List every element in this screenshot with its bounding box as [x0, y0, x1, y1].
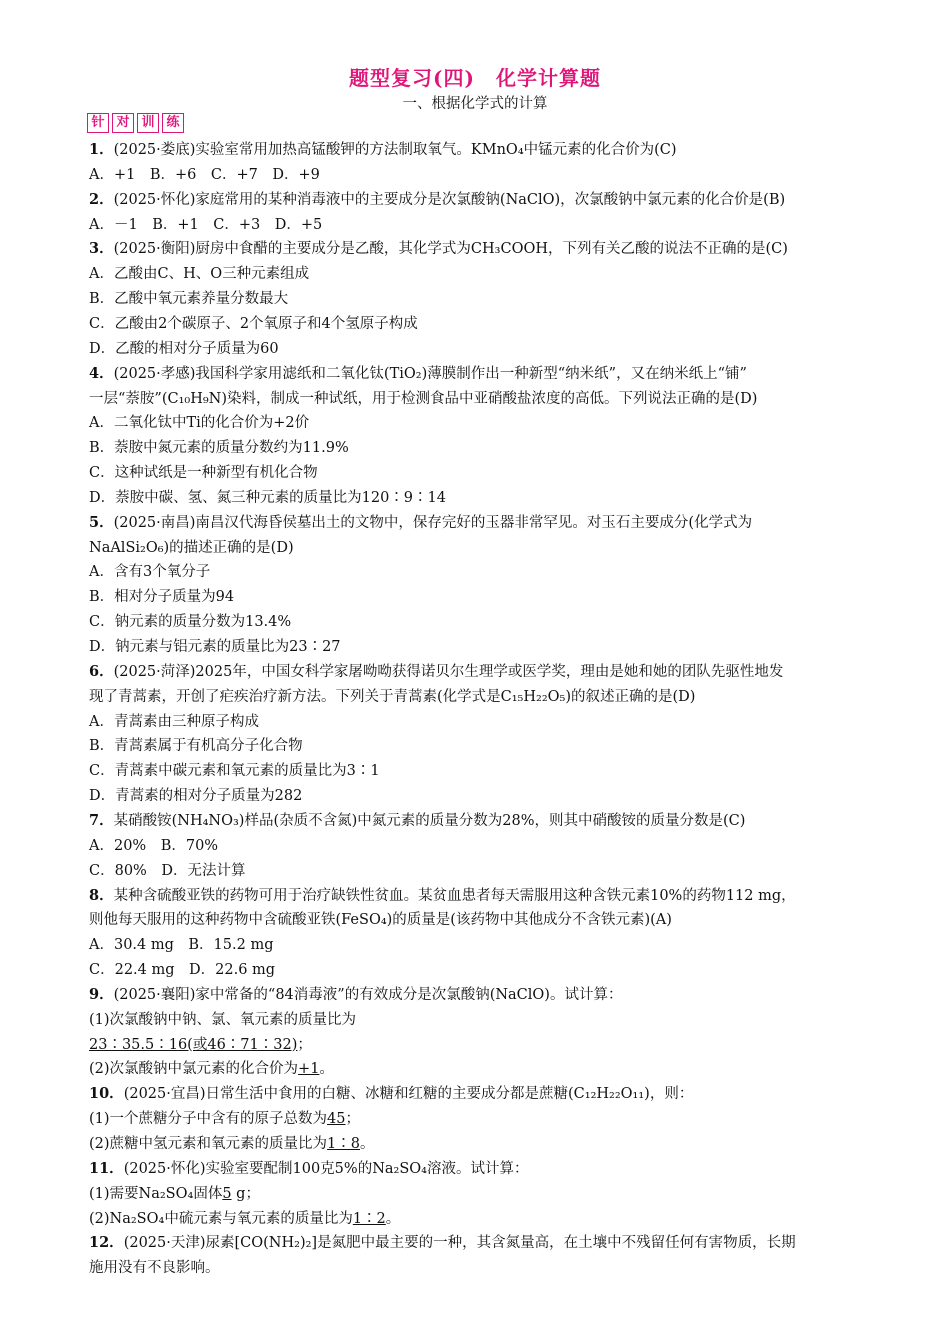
- line-text: B．青蒿素属于有机高分子化合物: [89, 738, 303, 755]
- line-text: A．20% B．70%: [89, 837, 219, 854]
- line-text: (1)次氯酸钠中钠、氯、氧元素的质量比为: [89, 1011, 357, 1028]
- line-text: B．乙酸中氧元素养量分数最大: [89, 291, 289, 308]
- line-text: D．乙酸的相对分子质量为60: [89, 340, 279, 357]
- text-line: [89, 165, 320, 185]
- line-text: (1)需要Na₂SO₄固体: [89, 1185, 223, 1202]
- line-text: (2025·娄底)实验室常用加热高锰酸钾的方法制取氧气。KMnO₄中锰元素的化合价为(C): [113, 142, 677, 158]
- line-suffix: 。: [385, 1210, 401, 1227]
- text-line: [89, 1035, 312, 1055]
- badge-char: 练: [162, 113, 184, 133]
- answer-blank: 45: [327, 1111, 346, 1128]
- line-suffix: 。: [360, 1136, 375, 1152]
- text-line: [89, 339, 279, 359]
- text-line: [89, 562, 210, 582]
- line-suffix: g；: [231, 1185, 260, 1202]
- question-line: [89, 662, 783, 682]
- answer-blank: 1∶8: [327, 1136, 360, 1152]
- answer-blank: +1: [298, 1061, 320, 1078]
- line-suffix: 。: [319, 1061, 334, 1078]
- line-text: D．青蒿素的相对分子质量为282: [89, 788, 303, 805]
- text-line: [89, 488, 446, 508]
- line-text: A．乙酸由C、H、O三种元素组成: [89, 266, 310, 283]
- question-line: [89, 364, 747, 384]
- line-text: C．80% D．无法计算: [89, 862, 246, 879]
- line-text: 23∶35.5∶16(或46∶71∶32): [89, 1036, 298, 1053]
- line-suffix: ；: [297, 1036, 312, 1053]
- line-text: 一层“萘胺”(C₁₀H₉N)染料，制成一种试纸，用于检测食品中亚硝酸盐浓度的高低。下列说法正确的是(D): [89, 390, 758, 407]
- line-text: A．含有3个氧分子: [89, 564, 211, 581]
- line-text: (2)次氯酸钠中氯元素的化合价为: [89, 1061, 299, 1078]
- question-line: [89, 1233, 796, 1253]
- text-line: [89, 637, 341, 657]
- text-line: [89, 463, 318, 483]
- line-text: B．相对分子质量为94: [89, 589, 235, 606]
- line-text: C．这种试纸是一种新型有机化合物: [89, 465, 318, 482]
- line-text: (2025·怀化)实验室要配制100克5%的Na₂SO₄溶液。试计算：: [123, 1160, 529, 1177]
- text-line: [89, 1059, 334, 1079]
- practice-badge: [87, 113, 184, 133]
- text-line: [89, 910, 672, 930]
- line-text: D．钠元素与铝元素的质量比为23∶27: [89, 639, 341, 655]
- text-line: [89, 712, 259, 732]
- text-line: [89, 289, 288, 309]
- text-line: [89, 389, 757, 409]
- text-line: [89, 1134, 375, 1154]
- text-line: [89, 538, 294, 558]
- line-text: D．萘胺中碳、氢、氮三种元素的质量比为120∶9∶14: [89, 489, 446, 506]
- question-number: 3．: [89, 240, 114, 258]
- line-text: (2025·衡阳)厨房中食醋的主要成分是乙酸，其化学式为CH₃COOH，下列有关乙酸的说法不正确的是(C): [113, 241, 788, 258]
- badge-char: 训: [137, 113, 159, 133]
- text-line: [89, 1010, 356, 1030]
- question-number: 8．: [89, 886, 114, 904]
- question-number: 10．: [89, 1085, 124, 1103]
- line-text: C．钠元素的质量分数为13.4%: [89, 614, 292, 631]
- line-text: (2)Na₂SO₄中硫元素与氧元素的质量比为: [89, 1210, 353, 1227]
- answer-blank: 5: [222, 1185, 232, 1202]
- line-text: C．22.4 mg D．22.6 mg: [89, 962, 276, 979]
- question-number: 4．: [89, 364, 114, 382]
- line-text: 某种含硫酸亚铁的药物可用于治疗缺铁性贫血。某贫血患者每天需服用这种含铁元素10%的药物112 mg，: [113, 887, 796, 904]
- question-number: 12．: [89, 1234, 124, 1252]
- text-line: [89, 413, 309, 433]
- line-suffix: ；: [345, 1111, 360, 1128]
- line-text: (2025·宜昌)日常生活中食用的白糖、冰糖和红糖的主要成分都是蔗糖(C₁₂H₂₂O₁₁)，则：: [123, 1086, 694, 1103]
- question-line: [89, 985, 622, 1005]
- text-line: [89, 935, 273, 955]
- question-number: 2．: [89, 190, 114, 208]
- line-text: 现了青蒿素，开创了疟疾治疗新方法。下列关于青蒿素(化学式是C₁₅H₂₂O₅)的叙述正确的是(D): [89, 688, 696, 705]
- line-text: 某硝酸铵(NH₄NO₃)样品(杂质不含氮)中氮元素的质量分数为28%，则其中硝酸铵的质量分数是(C): [113, 812, 746, 829]
- text-line: [89, 612, 291, 632]
- line-text: A．30.4 mg B．15.2 mg: [89, 937, 274, 954]
- question-line: [89, 190, 785, 210]
- line-text: A．－1 B．+1 C．+3 D．+5: [89, 216, 323, 233]
- line-text: B．萘胺中氮元素的质量分数约为11.9%: [89, 440, 349, 457]
- line-text: C．青蒿素中碳元素和氧元素的质量比为3∶1: [89, 763, 380, 780]
- line-text: 则他每天服用的这种药物中含硫酸亚铁(FeSO₄)的质量是(该药物中其他成分不含铁元素)(A): [89, 912, 672, 929]
- question-line: [89, 140, 677, 160]
- text-line: [89, 587, 234, 607]
- page-title: 题型复习(四) 化学计算题: [349, 66, 601, 90]
- line-text: (2025·南昌)南昌汉代海昏侯墓出土的文物中，保存完好的玉器非常罕见。对玉石主要成分(化学式为: [113, 514, 753, 531]
- text-line: [89, 861, 245, 881]
- text-line: [89, 786, 302, 806]
- text-line: [89, 736, 303, 756]
- badge-char: 对: [112, 113, 134, 133]
- line-text: A．青蒿素由三种原子构成: [89, 713, 259, 730]
- line-text: (2025·襄阳)家中常备的“84消毒液”的有效成分是次氯酸钠(NaClO)。试计算：: [113, 986, 623, 1003]
- line-text: (2025·怀化)家庭常用的某种消毒液中的主要成分是次氯酸钠(NaClO)，次氯酸钠中氯元素的化合价是(B): [113, 191, 786, 208]
- text-line: [89, 314, 418, 334]
- badge-char: 针: [87, 113, 109, 133]
- question-line: [89, 811, 745, 831]
- question-line: [89, 1159, 528, 1179]
- line-text: A．+1 B．+6 C．+7 D．+9: [89, 166, 320, 183]
- question-number: 11．: [89, 1159, 124, 1177]
- line-text: (2)蔗糖中氢元素和氧元素的质量比为: [89, 1136, 328, 1152]
- line-text: (2025·菏泽)2025年，中国女科学家屠呦呦获得诺贝尔生理学或医学奖，理由是她和她的团队先驱性地发: [113, 663, 784, 680]
- line-text: NaAlSi₂O₆)的描述正确的是(D): [89, 539, 294, 556]
- question-number: 7．: [89, 811, 114, 829]
- text-line: [89, 215, 322, 235]
- line-text: C．乙酸由2个碳原子、2个氧原子和4个氢原子构成: [89, 315, 418, 332]
- line-text: 施用没有不良影响。: [89, 1260, 220, 1277]
- text-line: [89, 1184, 260, 1204]
- text-line: [89, 836, 218, 856]
- text-line: [89, 960, 275, 980]
- text-line: [89, 1209, 400, 1229]
- question-number: 6．: [89, 662, 114, 680]
- question-number: 1．: [89, 141, 114, 158]
- text-line: [89, 761, 380, 781]
- text-line: [89, 1109, 360, 1129]
- text-line: [89, 264, 309, 284]
- text-line: [89, 1258, 220, 1278]
- question-number: 5．: [89, 513, 114, 531]
- section-subtitle: 一、根据化学式的计算: [402, 96, 548, 112]
- line-text: (2025·孝感)我国科学家用滤纸和二氧化钛(TiO₂)薄膜制作出一种新型“纳米纸”，又在纳米纸上“铺”: [113, 365, 747, 382]
- question-line: [89, 1084, 693, 1104]
- question-line: [89, 239, 788, 259]
- answer-blank: 1∶2: [352, 1210, 386, 1227]
- question-line: [89, 886, 796, 906]
- line-text: (1)一个蔗糖分子中含有的原子总数为: [89, 1111, 328, 1128]
- question-number: 9．: [89, 985, 114, 1003]
- question-line: [89, 513, 752, 533]
- line-text: (2025·天津)尿素[CO(NH₂)₂]是氮肥中最主要的一种，其含氮量高，在土壤中不残留任何有害物质，长期: [123, 1235, 796, 1252]
- text-line: [89, 438, 349, 458]
- line-text: A．二氧化钛中Ti的化合价为+2价: [89, 415, 310, 432]
- text-line: [89, 687, 695, 707]
